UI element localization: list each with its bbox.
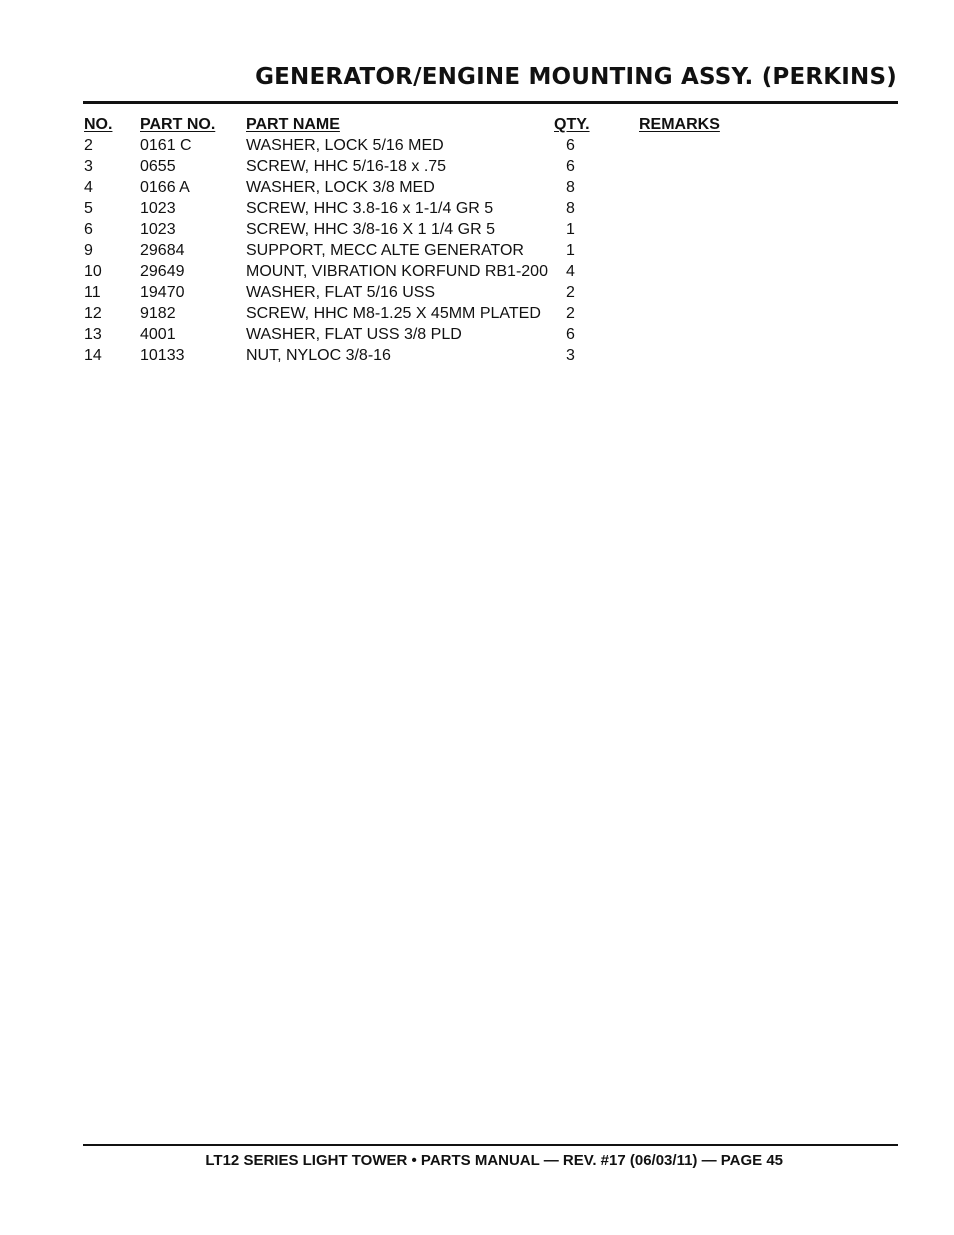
cell-qty: 1 xyxy=(566,221,575,238)
cell-no: 10 xyxy=(84,263,102,280)
cell-no: 12 xyxy=(84,305,102,322)
cell-part-no: 1023 xyxy=(140,221,176,238)
column-header-remarks: REMARKS xyxy=(639,116,720,133)
table-row xyxy=(84,240,784,261)
title-divider xyxy=(83,101,898,104)
cell-qty: 2 xyxy=(566,284,575,301)
cell-no: 5 xyxy=(84,200,93,217)
table-row xyxy=(84,177,784,198)
cell-part-no: 29684 xyxy=(140,242,185,259)
page-title: GENERATOR/ENGINE MOUNTING ASSY. (PERKINS) xyxy=(255,64,897,90)
parts-table xyxy=(84,114,784,366)
cell-part-name: WASHER, FLAT USS 3/8 PLD xyxy=(246,326,462,343)
cell-part-name: SCREW, HHC 5/16-18 x .75 xyxy=(246,158,447,175)
cell-qty: 6 xyxy=(566,326,575,343)
cell-part-no: 19470 xyxy=(140,284,185,301)
cell-no: 3 xyxy=(84,158,93,175)
cell-qty: 2 xyxy=(566,305,575,322)
column-header-qty: QTY. xyxy=(554,116,590,133)
cell-no: 4 xyxy=(84,179,93,196)
cell-part-name: SCREW, HHC 3/8-16 X 1 1/4 GR 5 xyxy=(246,221,495,238)
cell-qty: 6 xyxy=(566,158,575,175)
cell-part-name: SUPPORT, MECC ALTE GENERATOR xyxy=(246,242,524,259)
table-row xyxy=(84,324,784,345)
cell-part-name: MOUNT, VIBRATION KORFUND RB1-200 xyxy=(246,263,548,280)
cell-part-name: SCREW, HHC 3.8-16 x 1-1/4 GR 5 xyxy=(246,200,494,217)
column-header-part-no: PART NO. xyxy=(140,116,216,133)
cell-qty: 8 xyxy=(566,179,575,196)
cell-no: 14 xyxy=(84,347,102,364)
cell-part-name: WASHER, LOCK 5/16 MED xyxy=(246,137,444,154)
cell-no: 13 xyxy=(84,326,102,343)
cell-part-no: 9182 xyxy=(140,305,176,322)
cell-part-no: 10133 xyxy=(140,347,185,364)
table-row xyxy=(84,282,784,303)
table-row xyxy=(84,219,784,240)
cell-no: 11 xyxy=(84,284,101,301)
cell-qty: 4 xyxy=(566,263,575,280)
cell-part-no: 29649 xyxy=(140,263,185,280)
cell-part-no: 0166 A xyxy=(140,179,190,196)
cell-qty: 3 xyxy=(566,347,575,364)
cell-no: 6 xyxy=(84,221,93,238)
cell-part-name: NUT, NYLOC 3/8-16 xyxy=(246,347,391,364)
cell-part-name: SCREW, HHC M8-1.25 X 45MM PLATED xyxy=(246,305,541,322)
table-row xyxy=(84,135,784,156)
table-row xyxy=(84,303,784,324)
cell-qty: 6 xyxy=(566,137,575,154)
cell-part-name: WASHER, FLAT 5/16 USS xyxy=(246,284,436,301)
cell-qty: 1 xyxy=(566,242,575,259)
cell-part-no: 0655 xyxy=(140,158,176,175)
cell-part-no: 0161 C xyxy=(140,137,192,154)
page-footer: LT12 SERIES LIGHT TOWER • PARTS MANUAL — REV. #17 (06/03/11) — PAGE 45 xyxy=(205,1152,783,1169)
cell-qty: 8 xyxy=(566,200,575,217)
table-row xyxy=(84,261,784,282)
table-row xyxy=(84,345,784,366)
column-header-part-name: PART NAME xyxy=(246,116,340,133)
cell-part-no: 4001 xyxy=(140,326,176,343)
table-header-row xyxy=(84,114,784,135)
table-row xyxy=(84,198,784,219)
table-row xyxy=(84,156,784,177)
cell-no: 2 xyxy=(84,137,93,154)
cell-no: 9 xyxy=(84,242,93,259)
footer-divider xyxy=(83,1144,898,1146)
cell-part-no: 1023 xyxy=(140,200,176,217)
column-header-no: NO. xyxy=(84,116,113,133)
cell-part-name: WASHER, LOCK 3/8 MED xyxy=(246,179,435,196)
